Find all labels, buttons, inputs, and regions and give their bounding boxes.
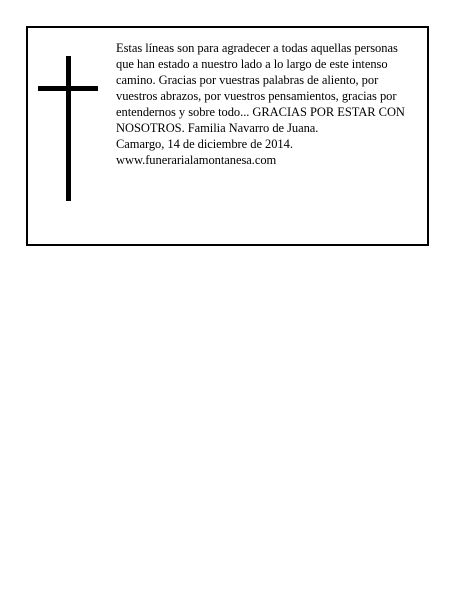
cross-icon xyxy=(38,56,98,201)
cross-vertical-bar xyxy=(66,56,71,201)
notice-frame xyxy=(26,26,429,246)
notice-text-block xyxy=(116,40,416,168)
place-date: Camargo, 14 de diciembre de 2014. xyxy=(116,137,293,151)
website-link[interactable]: www.funerarialamontanesa.com xyxy=(116,153,277,167)
cross-horizontal-bar xyxy=(38,86,98,91)
thanks-message: Estas líneas son para agradecer a todas aquellas personas que han estado a nuestro lado a lo largo de este intenso camino. Gracias por vuestras palabras de aliento, por vuestros abrazos, por vuestros pensamientos, gracias por entendernos y sobre todo... GRACIAS POR ESTAR CON NOSOTROS. Familia Navarro de Juana. xyxy=(116,41,405,135)
